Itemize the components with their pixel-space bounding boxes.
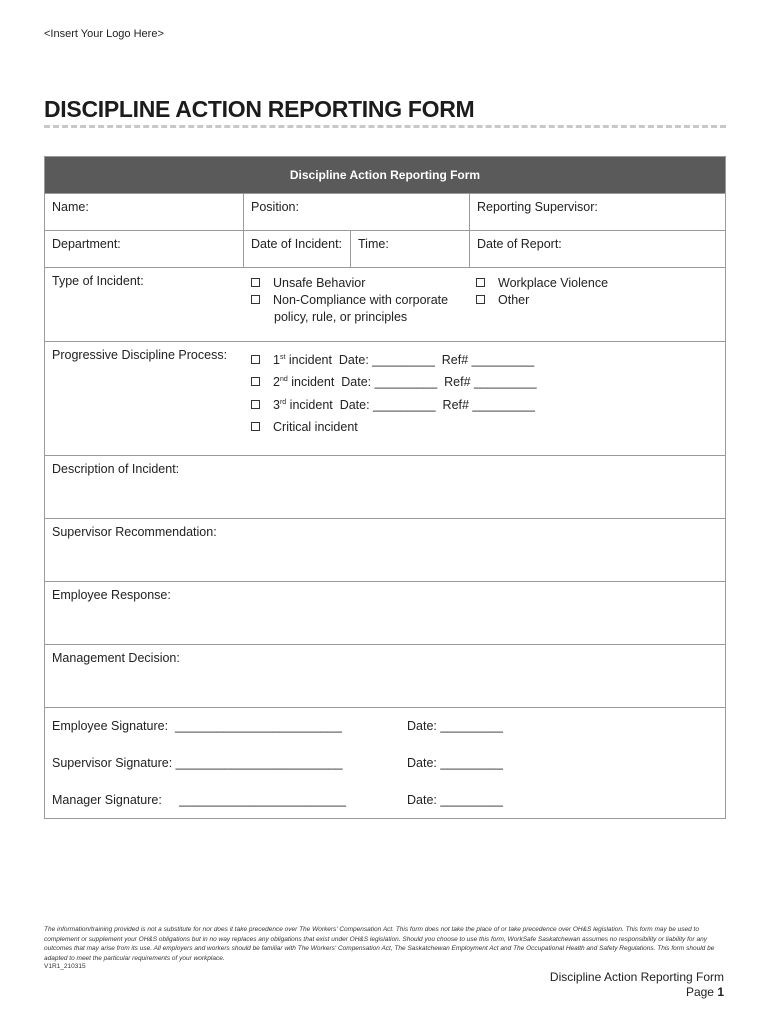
date-of-report-field[interactable]: [469, 231, 725, 267]
date-of-incident-field[interactable]: [243, 231, 350, 267]
department-label: Department:: [52, 237, 121, 251]
manager-signature-date[interactable]: Date: _________: [407, 793, 503, 807]
reporting-supervisor-field[interactable]: [469, 194, 725, 230]
position-label: Position:: [251, 200, 299, 214]
footer-page-number: Page 1: [685, 985, 724, 999]
option-workplace-violence[interactable]: Workplace Violence: [476, 276, 608, 290]
checkbox-icon[interactable]: [251, 278, 260, 287]
footer-title: Discipline Action Reporting Form: [549, 970, 724, 984]
date-of-report-label: Date of Report:: [477, 237, 562, 251]
time-label: Time:: [358, 237, 389, 251]
progressive-discipline-label: Progressive Discipline Process:: [52, 348, 228, 362]
option-third-incident[interactable]: 3rd incident Date: _________ Ref# _________: [251, 398, 535, 412]
supervisor-signature-line[interactable]: Supervisor Signature: ________________________: [52, 756, 343, 770]
employee-response-field[interactable]: [45, 581, 725, 644]
option-second-incident[interactable]: 2nd incident Date: _________ Ref# _________: [251, 375, 537, 389]
option-first-incident[interactable]: 1st incident Date: _________ Ref# _________: [251, 353, 534, 367]
management-decision-label: Management Decision:: [52, 651, 180, 665]
option-non-compliance-cont: policy, rule, or principles: [274, 310, 408, 324]
manager-signature-line[interactable]: Manager Signature: ________________________: [52, 793, 347, 807]
checkbox-icon[interactable]: [251, 377, 260, 386]
checkbox-icon[interactable]: [251, 355, 260, 364]
type-of-incident-label: Type of Incident:: [52, 274, 144, 288]
title-divider: [44, 125, 726, 128]
form-row-dates: [45, 230, 725, 267]
description-of-incident-field[interactable]: [45, 455, 725, 518]
legal-disclaimer: The information/training provided is not a substitute for nor does it take precedence over The Workers' Compensation Act. This form does not take the place of or take precedence over OH&S legislation. This form may be used to complement or supplement your OH&S obligations but in no way replaces any obligations that exist under OH&S legislation. Should you choose to use this form, WorkSafe Saskatchewan assumes no responsibility or liability for any outcomes that may arise from its use. All employers and workers should be familiar with The Workers' Compensation Act, The Saskatchewan Employment Act and The Occupational Health and Safety Regulations. This form should be adapted to meet the particular requirements of your workplace.: [44, 926, 715, 962]
discipline-form: [44, 156, 726, 819]
name-label: Name:: [52, 200, 89, 214]
form-header: Discipline Action Reporting Form: [45, 157, 725, 193]
employee-signature-date[interactable]: Date: _________: [407, 719, 503, 733]
name-field[interactable]: [45, 194, 243, 230]
department-field[interactable]: [45, 231, 243, 267]
employee-response-label: Employee Response:: [52, 588, 171, 602]
type-of-incident-row: [45, 267, 725, 341]
position-field[interactable]: [243, 194, 469, 230]
option-unsafe-behavior[interactable]: Unsafe Behavior: [251, 276, 365, 290]
supervisor-recommendation-label: Supervisor Recommendation:: [52, 525, 217, 539]
signatures-section: [45, 707, 725, 818]
checkbox-icon[interactable]: [251, 422, 260, 431]
checkbox-icon[interactable]: [251, 295, 260, 304]
time-field[interactable]: [350, 231, 469, 267]
page-title: DISCIPLINE ACTION REPORTING FORM: [44, 96, 475, 122]
form-row-identity: [45, 193, 725, 230]
employee-signature-line[interactable]: Employee Signature: ________________________: [52, 719, 342, 733]
description-label: Description of Incident:: [52, 462, 180, 476]
logo-placeholder: <Insert Your Logo Here>: [44, 28, 164, 40]
checkbox-icon[interactable]: [476, 278, 485, 287]
management-decision-field[interactable]: [45, 644, 725, 707]
checkbox-icon[interactable]: [251, 400, 260, 409]
progressive-discipline-row: [45, 341, 725, 455]
supervisor-signature-date[interactable]: Date: _________: [407, 756, 503, 770]
option-critical-incident[interactable]: Critical incident: [251, 420, 358, 434]
reporting-supervisor-label: Reporting Supervisor:: [477, 200, 598, 214]
version-code: V1R1_210315: [44, 963, 86, 970]
option-non-compliance[interactable]: Non-Compliance with corporate: [251, 293, 448, 307]
date-of-incident-label: Date of Incident:: [251, 237, 343, 251]
supervisor-recommendation-field[interactable]: [45, 518, 725, 581]
checkbox-icon[interactable]: [476, 295, 485, 304]
option-other[interactable]: Other: [476, 293, 529, 307]
